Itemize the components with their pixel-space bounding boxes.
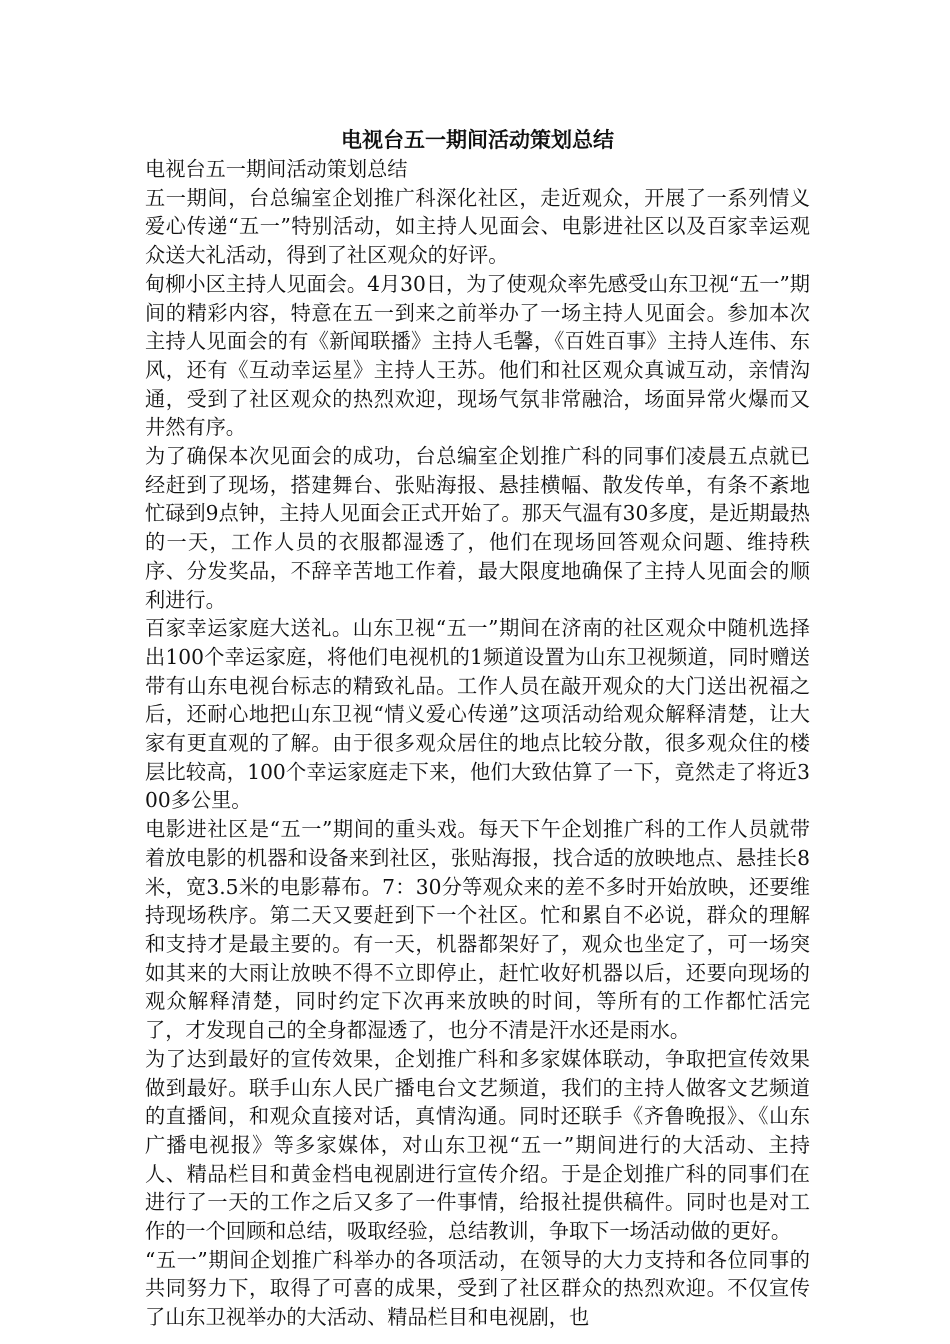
subtitle-paragraph: 电视台五一期间活动策划总结 xyxy=(145,157,408,181)
lucky-family-paragraph: 百家幸运家庭大送礼。山东卫视“五一”期间在济南的社区观众中随机选择出100个幸运家庭，将他们电视机的1频道设置为山东卫视频道，同时赠送带有山东电视台标志的精致礼品。工作人员在敲开观众的大门送出祝福之后，还耐心地把山东卫视“情义爱心传递”这项活动给观众解释清楚，让大家有更直观的了解。由于很多观众居住的地点比较分散，很多观众住的楼层比较高，100个幸运家庭走下来，他们大致估算了一下，竟然走了将近300多公里。 xyxy=(145,616,810,813)
document-title: 电视台五一期间活动策划总结 xyxy=(341,127,614,152)
host-meeting-paragraph: 甸柳小区主持人见面会。4月30日，为了使观众率先感受山东卫视“五一”期间的精彩内容，特意在五一到来之前举办了一场主持人见面会。参加本次主持人见面会的有《新闻联播》主持人毛馨，《百姓百事》主持人连伟、东风，还有《互动幸运星》主持人王苏。他们和社区观众真诚互动，亲情沟通，受到了社区观众的热烈欢迎，现场气氛非常融洽，场面异常火爆而又井然有序。 xyxy=(145,271,810,440)
intro-paragraph: 五一期间，台总编室企划推广科深化社区，走近观众，开展了一系列情义爱心传递“五一”特别活动，如主持人见面会、电影进社区以及百家幸运观众送大礼活动，得到了社区观众的好评。 xyxy=(145,185,810,268)
movie-community-paragraph: 电影进社区是“五一”期间的重头戏。每天下午企划推广科的工作人员就带着放电影的机器和设备来到社区，张贴海报，找合适的放映地点、悬挂长8米，宽3.5米的电影幕布。7：30分等观众来的差不多时开始放映，还要维持现场秩序。第二天又要赶到下一个社区。忙和累自不必说，群众的理解和支持才是最主要的。有一天，机器都架好了，观众也坐定了，可一场突如其来的大雨让放映不得不立即停止，赶忙收好机器以后，还要向现场的观众解释清楚，同时约定下次再来放映的时间，等所有的工作都忙活完了，才发现自己的全身都湿透了，也分不清是汗水还是雨水。 xyxy=(145,817,810,1043)
document-body xyxy=(145,125,810,1332)
summary-paragraph: “五一”期间企划推广科举办的各项活动，在领导的大力支持和各位同事的共同努力下，取得了可喜的成果，受到了社区群众的热烈欢迎。不仅宣传了山东卫视举办的大活动、精品栏目和电视剧，也 xyxy=(145,1247,810,1330)
media-promotion-paragraph: 为了达到最好的宣传效果，企划推广科和多家媒体联动，争取把宣传效果做到最好。联手山东人民广播电台文艺频道，我们的主持人做客文艺频道的直播间，和观众直接对话，真情沟通。同时还联手《齐鲁晚报》、《山东广播电视报》等多家媒体，对山东卫视“五一”期间进行的大活动、主持人、精品栏目和黄金档电视剧进行宣传介绍。于是企划推广科的同事们在进行了一天的工作之后又多了一件事情，给报社提供稿件。同时也是对工作的一个回顾和总结，吸取经验，总结教训，争取下一场活动做的更好。 xyxy=(145,1046,810,1244)
staff-effort-paragraph: 为了确保本次见面会的成功，台总编室企划推广科的同事们凌晨五点就已经赶到了现场，搭建舞台、张贴海报、悬挂横幅、散发传单，有条不紊地忙碌到9点钟，主持人见面会正式开始了。那天气温有30多度，是近期最热的一天，工作人员的衣服都湿透了，他们在现场回答观众问题、维持秩序、分发奖品，不辞辛苦地工作着，最大限度地确保了主持人见面会的顺利进行。 xyxy=(145,444,810,612)
